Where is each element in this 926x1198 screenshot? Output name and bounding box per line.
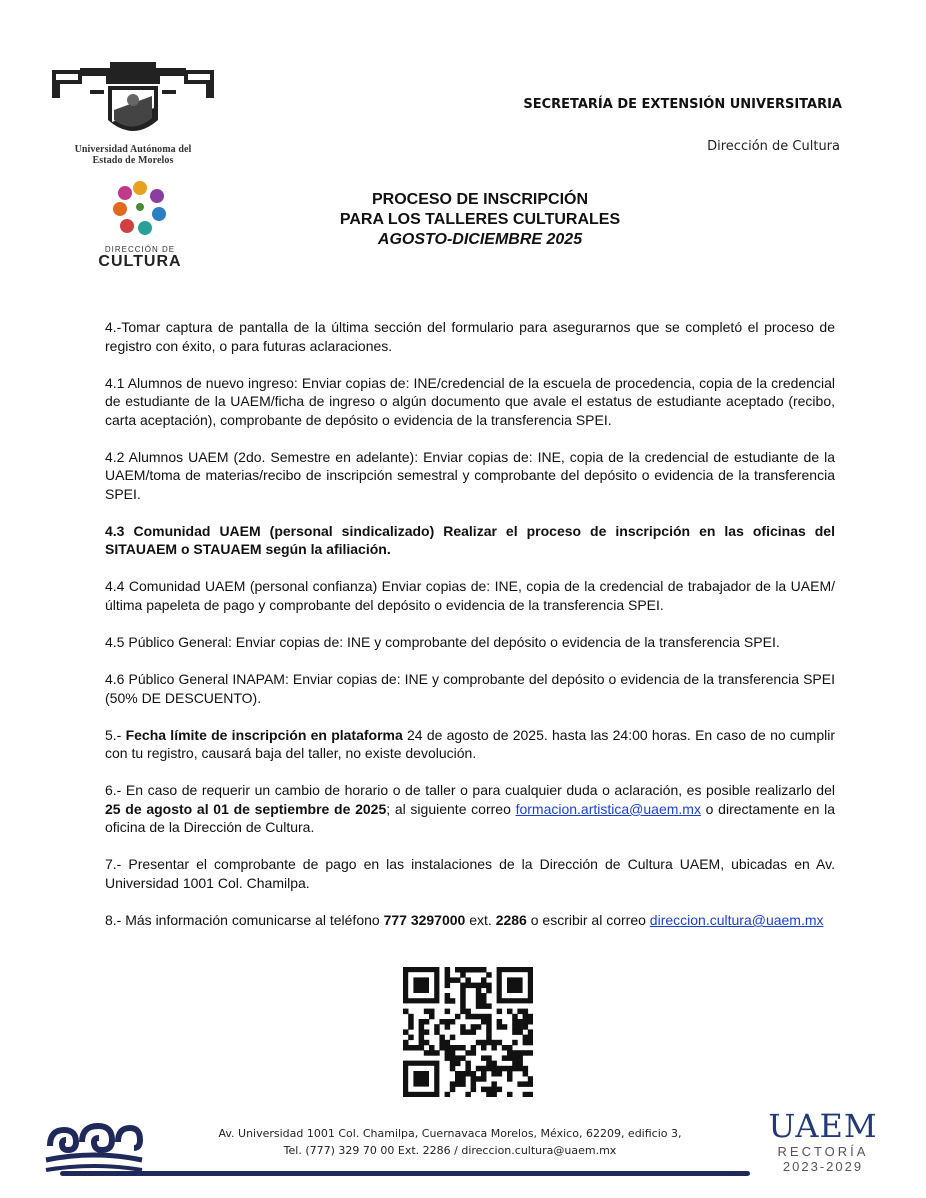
paragraph-5 (105, 726, 835, 763)
paragraph-4-3 (105, 522, 835, 559)
footer-address-line2: Tel. (777) 329 70 00 Ext. 2286 / direccion.cultura@uaem.mx (283, 1144, 617, 1157)
p8-phone: 777 3297000 (383, 911, 466, 928)
title-line1: PROCESO DE INSCRIPCIÓN (371, 191, 589, 208)
secretariat-title: SECRETARÍA DE EXTENSIÓN UNIVERSITARIA (523, 97, 842, 112)
footer-divider (60, 1171, 750, 1176)
paragraph-6 (105, 781, 835, 837)
paragraph-4-2: 4.2 Alumnos UAEM (2do. Semestre en adelante): Enviar copias de: INE, copia de la credencial de estudiante de la UAEM/toma de materias/recibo de inscripción semestral y comprobante del depósito o evidencia de la transferencia SPEI. (105, 448, 835, 502)
p6-prefix: 6.- En caso de requerir un cambio de horario o de taller o para cualquier duda o aclaración, es posible realizarlo del (105, 782, 835, 799)
paragraph-4-5: 4.5 Público General: Enviar copias de: INE y comprobante del depósito o evidencia de la transferencia SPEI. (105, 633, 780, 650)
p8-ext-number: 2286 (495, 911, 527, 928)
title-line2: PARA LOS TALLERES CULTURALES (339, 211, 621, 228)
cultura-logo-main: CULTURA (98, 253, 182, 270)
paragraph-7: 7.- Presentar el comprobante de pago en las instalaciones de la Dirección de Cultura UAEM, ubicadas en Av. Universidad 1001 Col. Chamilpa. (105, 856, 835, 891)
paragraph-4-3-text: 4.3 Comunidad UAEM (personal sindicalizado) Realizar el proceso de inscripción en las oficinas del SITAUAEM o STAUAEM según la afiliación. (105, 522, 835, 558)
p8-prefix: 8.- Más información comunicarse al teléfono (105, 911, 384, 928)
document-title (280, 190, 680, 250)
university-name-line2: Estado de Morelos (92, 155, 174, 166)
cultura-flower-icon (109, 176, 171, 238)
cultura-logo (95, 176, 185, 270)
p6-dates: 25 de agosto al 01 de septiembre de 2025 (105, 800, 387, 817)
p8-ext: ext. (465, 911, 496, 928)
qr-code-icon (403, 967, 533, 1097)
rectoria-logo-years: 2023-2029 (782, 1159, 864, 1174)
title-line3: AGOSTO-DICIEMBRE 2025 (377, 231, 583, 248)
university-name-line1: Universidad Autónoma del (74, 144, 192, 155)
document-body (105, 318, 835, 948)
cultura-logo-top: DIRECCIÓN DE (104, 245, 176, 254)
formacion-email-link[interactable]: formacion.artistica@uaem.mx (515, 800, 701, 817)
direccion-email-link[interactable]: direccion.cultura@uaem.mx (649, 911, 824, 928)
footer-address (160, 1125, 740, 1159)
p5-deadline-label: Fecha límite de inscripción en plataforma (125, 726, 403, 743)
p6-rest: o directamente en la oficina de la Dirección de Cultura. (105, 800, 835, 836)
uaem-shield-icon (50, 62, 216, 142)
paragraph-4-6: 4.6 Público General INAPAM: Enviar copias de: INE y comprobante del depósito o evidencia de la transferencia SPEI (50% DE DESCUENTO). (105, 671, 835, 706)
uaem-rectoria-logo (768, 1108, 878, 1174)
paragraph-4: 4.-Tomar captura de pantalla de la última sección del formulario para asegurarnos que se completó el proceso de registro con éxito, o para futuras aclaraciones. (105, 319, 835, 354)
footer-address-line1: Av. Universidad 1001 Col. Chamilpa, Cuernavaca Morelos, México, 62209, edificio 3, (218, 1127, 682, 1140)
paragraph-8 (105, 911, 835, 930)
paragraph-4-1: 4.1 Alumnos de nuevo ingreso: Enviar copias de: INE/credencial de la escuela de procedencia, copia de la credencial de estudiante de la UAEM/ficha de ingreso o algún documento que avale el estatus de estudiante aceptado (recibo, carta aceptación), comprobante de depósito o evidencia de la transferencia SPEI. (105, 374, 835, 428)
rectoria-logo-label: RECTORÍA (777, 1144, 869, 1159)
wave-glyph-icon (44, 1112, 144, 1174)
qr-code[interactable] (403, 967, 533, 1097)
p5-rest: 24 de agosto de 2025. hasta las 24:00 horas. En caso de no cumplir con tu registro, causará baja del taller, no existe devolución. (105, 726, 835, 762)
p5-prefix: 5.- (105, 726, 126, 743)
uaem-logo (48, 62, 218, 166)
paragraph-4-4: 4.4 Comunidad UAEM (personal confianza) Enviar copias de: INE, copia de la credencial de trabajador de la UAEM/última papeleta de pago y comprobante del depósito o evidencia de la transferencia SPEI. (105, 578, 835, 613)
p6-mid: ; al siguiente correo (386, 800, 516, 817)
p8-mid: o escribir al correo (526, 911, 650, 928)
rectoria-logo-uaem: UAEM (768, 1107, 878, 1145)
footer-wave-logo (44, 1112, 144, 1179)
direction-subtitle: Dirección de Cultura (707, 139, 840, 154)
